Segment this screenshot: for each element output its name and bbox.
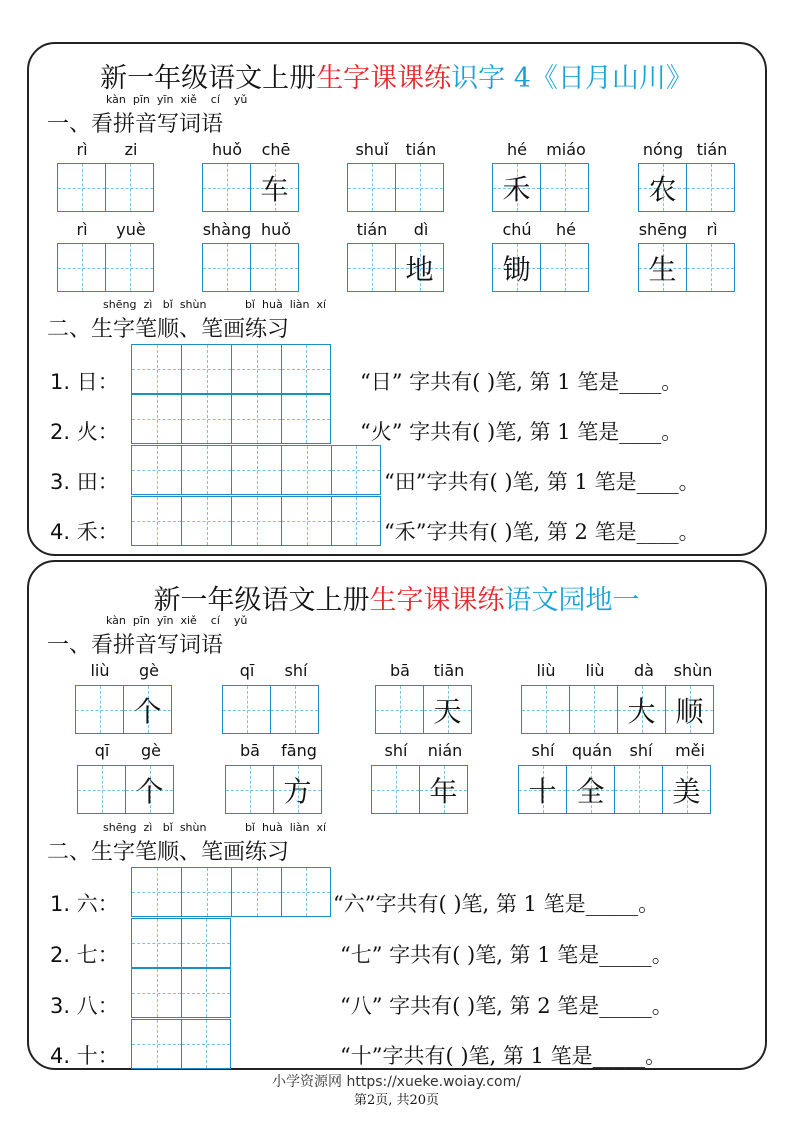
grid-cell[interactable] (131, 867, 181, 917)
practice-label: 1. 六： (50, 892, 119, 916)
ruby-syllable: bǐ (162, 298, 173, 311)
grid-cell[interactable] (540, 243, 589, 292)
pinyin: shí (284, 661, 308, 680)
pinyin: tiān (433, 661, 465, 680)
ruby-syllable: kàn (106, 614, 126, 627)
ruby-syllable: xiě (180, 93, 197, 106)
grid-char (271, 686, 318, 733)
grid-char (106, 244, 153, 291)
writing-grid[interactable] (638, 163, 734, 212)
part-1-heading: 一、看拼音写词语 (47, 633, 224, 658)
practice-label: 4. 十： (50, 1044, 119, 1068)
grid-char: 大 (627, 694, 656, 728)
pinyin: tián (356, 220, 388, 239)
grid-cell[interactable] (331, 445, 381, 495)
practice-label: 3. 田： (50, 470, 119, 494)
grid-cell[interactable] (181, 445, 231, 495)
grid-cell[interactable] (518, 765, 567, 814)
ruby-syllable: xí (316, 821, 327, 834)
ruby-syllable: shùn (179, 821, 207, 834)
grid-cell[interactable] (131, 968, 181, 1018)
grid-cell[interactable] (686, 163, 735, 212)
grid-char: 锄 (502, 252, 531, 286)
pinyin: shí (629, 741, 653, 760)
pinyin: chú (502, 220, 532, 239)
grid-cell[interactable] (281, 394, 331, 444)
grid-cell[interactable] (231, 496, 281, 546)
grid-cell[interactable] (638, 163, 687, 212)
grid-cell[interactable] (686, 243, 735, 292)
pinyin: yuè (116, 220, 146, 239)
practice-question: “禾”字共有( )笔, 第 2 笔是____。 (384, 520, 700, 544)
pinyin: shùn (673, 661, 713, 680)
grid-char (541, 164, 588, 211)
grid-char (76, 686, 123, 733)
grid-cell[interactable] (181, 867, 231, 917)
pinyin: qī (94, 741, 110, 760)
writing-grid[interactable] (521, 685, 713, 734)
writing-grid[interactable] (347, 163, 443, 212)
practice-grid[interactable] (131, 496, 381, 546)
grid-cell[interactable] (273, 765, 322, 814)
practice-question: “七” 字共有( )笔, 第 1 笔是_____。 (340, 943, 673, 967)
grid-cell[interactable] (123, 685, 172, 734)
grid-cell[interactable] (375, 685, 424, 734)
footer-page: 第2页, 共20页 (353, 1093, 440, 1108)
grid-char: 美 (672, 774, 701, 808)
ruby-syllable: yīn (156, 93, 174, 106)
grid-char: 全 (576, 774, 605, 808)
writing-grid[interactable] (347, 243, 443, 292)
practice-question: “十”字共有( )笔, 第 1 笔是_____。 (340, 1044, 667, 1068)
pinyin: bā (240, 741, 260, 760)
pinyin: nián (427, 741, 463, 760)
grid-cell[interactable] (231, 445, 281, 495)
writing-grid[interactable] (202, 163, 298, 212)
writing-grid[interactable] (375, 685, 471, 734)
grid-char (570, 686, 617, 733)
ruby-syllable: xiě (180, 614, 197, 627)
ruby-syllable: yǔ (233, 93, 248, 106)
grid-cell[interactable] (181, 968, 231, 1018)
pinyin: tián (696, 140, 728, 159)
writing-grid[interactable] (518, 765, 710, 814)
grid-cell[interactable] (125, 765, 174, 814)
grid-char (223, 686, 270, 733)
grid-cell[interactable] (281, 867, 331, 917)
ruby-syllable: bǐ (244, 298, 255, 311)
grid-cell[interactable] (57, 163, 106, 212)
grid-cell[interactable] (105, 163, 154, 212)
ruby-syllable: huà (262, 821, 283, 834)
grid-char: 车 (260, 172, 289, 206)
grid-char: 禾 (502, 172, 531, 206)
pinyin: tián (405, 140, 437, 159)
ruby-syllable: xí (316, 298, 327, 311)
grid-cell[interactable] (225, 765, 274, 814)
grid-cell[interactable] (181, 394, 231, 444)
pinyin: gè (141, 741, 161, 760)
practice-question: “六”字共有( )笔, 第 1 笔是_____。 (333, 892, 660, 916)
grid-cell[interactable] (331, 496, 381, 546)
grid-cell[interactable] (281, 445, 331, 495)
practice-grid[interactable] (131, 394, 331, 444)
grid-char (78, 766, 125, 813)
grid-char (348, 244, 395, 291)
writing-grid[interactable] (222, 685, 318, 734)
pinyin: liù (536, 661, 556, 680)
grid-char (203, 244, 250, 291)
grid-char: 顺 (675, 694, 704, 728)
grid-char: 个 (133, 694, 162, 728)
grid-cell[interactable] (250, 163, 299, 212)
grid-char (203, 164, 250, 211)
part-1-heading: 一、看拼音写词语 (47, 112, 224, 137)
writing-grid[interactable] (225, 765, 321, 814)
grid-cell[interactable] (222, 685, 271, 734)
grid-cell[interactable] (202, 163, 251, 212)
part-2-heading: 二、生字笔顺、笔画练习 (47, 317, 290, 342)
ruby-syllable: pīn (132, 614, 150, 627)
grid-char: 个 (135, 774, 164, 808)
grid-char (687, 244, 734, 291)
pinyin: gè (139, 661, 159, 680)
grid-char: 十 (528, 774, 557, 808)
pinyin: nóng (642, 140, 684, 159)
ruby-syllable: shēng (103, 298, 137, 311)
pinyin: rì (706, 220, 718, 239)
grid-char (348, 164, 395, 211)
grid-char (226, 766, 273, 813)
grid-char (58, 244, 105, 291)
grid-cell[interactable] (617, 685, 666, 734)
grid-cell[interactable] (395, 243, 444, 292)
grid-cell[interactable] (423, 685, 472, 734)
pinyin: quán (571, 741, 613, 760)
grid-char (58, 164, 105, 211)
pinyin: shí (531, 741, 555, 760)
practice-grid[interactable] (131, 344, 331, 394)
grid-cell[interactable] (181, 1019, 231, 1069)
grid-char (251, 244, 298, 291)
grid-cell[interactable] (77, 765, 126, 814)
grid-cell[interactable] (231, 344, 281, 394)
grid-cell[interactable] (131, 445, 181, 495)
grid-cell[interactable] (492, 163, 541, 212)
pinyin: dì (413, 220, 429, 239)
pinyin: miáo (546, 140, 586, 159)
pinyin: huǒ (211, 140, 243, 159)
grid-char (687, 164, 734, 211)
practice-grid[interactable] (131, 918, 231, 968)
writing-grid[interactable] (57, 163, 153, 212)
heading-ruby (106, 93, 247, 106)
pinyin: liù (90, 661, 110, 680)
grid-cell[interactable] (105, 243, 154, 292)
ruby-syllable: liàn (289, 821, 310, 834)
pinyin: měi (675, 741, 705, 760)
practice-grid[interactable] (131, 1019, 231, 1069)
grid-char (396, 164, 443, 211)
part-2-heading: 二、生字笔顺、笔画练习 (47, 840, 290, 865)
grid-cell[interactable] (521, 685, 570, 734)
grid-char (372, 766, 419, 813)
writing-grid[interactable] (638, 243, 734, 292)
grid-cell[interactable] (181, 344, 231, 394)
grid-char (376, 686, 423, 733)
pinyin: chē (261, 140, 291, 159)
pinyin: shēng (638, 220, 688, 239)
heading-ruby (103, 821, 326, 834)
ruby-syllable: shùn (179, 298, 207, 311)
pinyin: huǒ (260, 220, 292, 239)
ruby-syllable: bǐ (244, 821, 255, 834)
grid-cell[interactable] (75, 685, 124, 734)
grid-cell[interactable] (566, 765, 615, 814)
grid-cell[interactable] (419, 765, 468, 814)
grid-cell[interactable] (231, 394, 281, 444)
grid-char (541, 244, 588, 291)
pinyin: liù (585, 661, 605, 680)
grid-char: 方 (283, 774, 312, 808)
heading-ruby (106, 614, 247, 627)
grid-char: 天 (433, 694, 462, 728)
grid-cell[interactable] (131, 344, 181, 394)
practice-question: “火” 字共有( )笔, 第 1 笔是____。 (360, 420, 683, 444)
grid-cell[interactable] (638, 243, 687, 292)
practice-question: “田”字共有( )笔, 第 1 笔是____。 (384, 470, 700, 494)
writing-grid[interactable] (492, 243, 588, 292)
grid-cell[interactable] (131, 394, 181, 444)
grid-cell[interactable] (371, 765, 420, 814)
grid-cell[interactable] (231, 867, 281, 917)
practice-label: 2. 火： (50, 420, 119, 444)
ruby-syllable: kàn (106, 93, 126, 106)
ruby-syllable: bǐ (162, 821, 173, 834)
practice-grid[interactable] (131, 867, 331, 917)
section-1-title: 新一年级语文上册生字课课练识字 4《日月山川》 (100, 63, 693, 94)
grid-cell[interactable] (181, 918, 231, 968)
writing-grid[interactable] (202, 243, 298, 292)
grid-cell[interactable] (250, 243, 299, 292)
grid-cell[interactable] (492, 243, 541, 292)
grid-char (615, 766, 662, 813)
pinyin: rì (76, 220, 88, 239)
pinyin: hé (556, 220, 576, 239)
grid-cell[interactable] (131, 918, 181, 968)
grid-cell[interactable] (281, 344, 331, 394)
ruby-syllable: huà (262, 298, 283, 311)
grid-cell[interactable] (181, 496, 231, 546)
grid-cell[interactable] (614, 765, 663, 814)
grid-cell[interactable] (202, 243, 251, 292)
section-2-title: 新一年级语文上册生字课课练语文园地一 (153, 585, 640, 616)
footer-site[interactable]: 小学资源网 https://xueke.woiay.com/ (272, 1074, 521, 1090)
pinyin: shuǐ (355, 140, 389, 159)
grid-char: 地 (405, 252, 434, 286)
writing-grid[interactable] (57, 243, 153, 292)
grid-cell[interactable] (569, 685, 618, 734)
pinyin: zi (124, 140, 138, 159)
grid-cell[interactable] (131, 496, 181, 546)
grid-cell[interactable] (347, 163, 396, 212)
practice-question: “八” 字共有( )笔, 第 2 笔是_____。 (340, 994, 673, 1018)
practice-grid[interactable] (131, 968, 231, 1018)
grid-char: 年 (429, 774, 458, 808)
grid-char (522, 686, 569, 733)
writing-grid[interactable] (77, 765, 173, 814)
grid-cell[interactable] (281, 496, 331, 546)
heading-ruby (103, 298, 326, 311)
grid-cell[interactable] (270, 685, 319, 734)
practice-label: 4. 禾： (50, 520, 119, 544)
practice-label: 1. 日： (50, 370, 119, 394)
pinyin: shàng (202, 220, 252, 239)
writing-grid[interactable] (75, 685, 171, 734)
ruby-syllable: cí (210, 614, 220, 627)
grid-cell[interactable] (540, 163, 589, 212)
pinyin: dà (634, 661, 654, 680)
pinyin: bā (390, 661, 410, 680)
ruby-syllable: liàn (289, 298, 310, 311)
grid-cell[interactable] (131, 1019, 181, 1069)
ruby-syllable: zì (143, 821, 153, 834)
grid-cell[interactable] (665, 685, 714, 734)
writing-grid[interactable] (371, 765, 467, 814)
ruby-syllable: zì (143, 298, 153, 311)
pinyin: shí (384, 741, 408, 760)
grid-cell[interactable] (347, 243, 396, 292)
grid-cell[interactable] (57, 243, 106, 292)
ruby-syllable: yǔ (233, 614, 248, 627)
ruby-syllable: cí (210, 93, 220, 106)
practice-question: “日” 字共有( )笔, 第 1 笔是____。 (360, 370, 683, 394)
pinyin: qī (239, 661, 255, 680)
grid-cell[interactable] (395, 163, 444, 212)
ruby-syllable: shēng (103, 821, 137, 834)
grid-char (106, 164, 153, 211)
ruby-syllable: pīn (132, 93, 150, 106)
pinyin: rì (76, 140, 88, 159)
practice-label: 3. 八： (50, 994, 119, 1018)
practice-grid[interactable] (131, 445, 381, 495)
practice-label: 2. 七： (50, 943, 119, 967)
writing-grid[interactable] (492, 163, 588, 212)
grid-cell[interactable] (662, 765, 711, 814)
pinyin: fāng (281, 741, 317, 760)
ruby-syllable: yīn (156, 614, 174, 627)
grid-char: 农 (648, 172, 677, 206)
grid-char: 生 (648, 252, 677, 286)
pinyin: hé (507, 140, 527, 159)
